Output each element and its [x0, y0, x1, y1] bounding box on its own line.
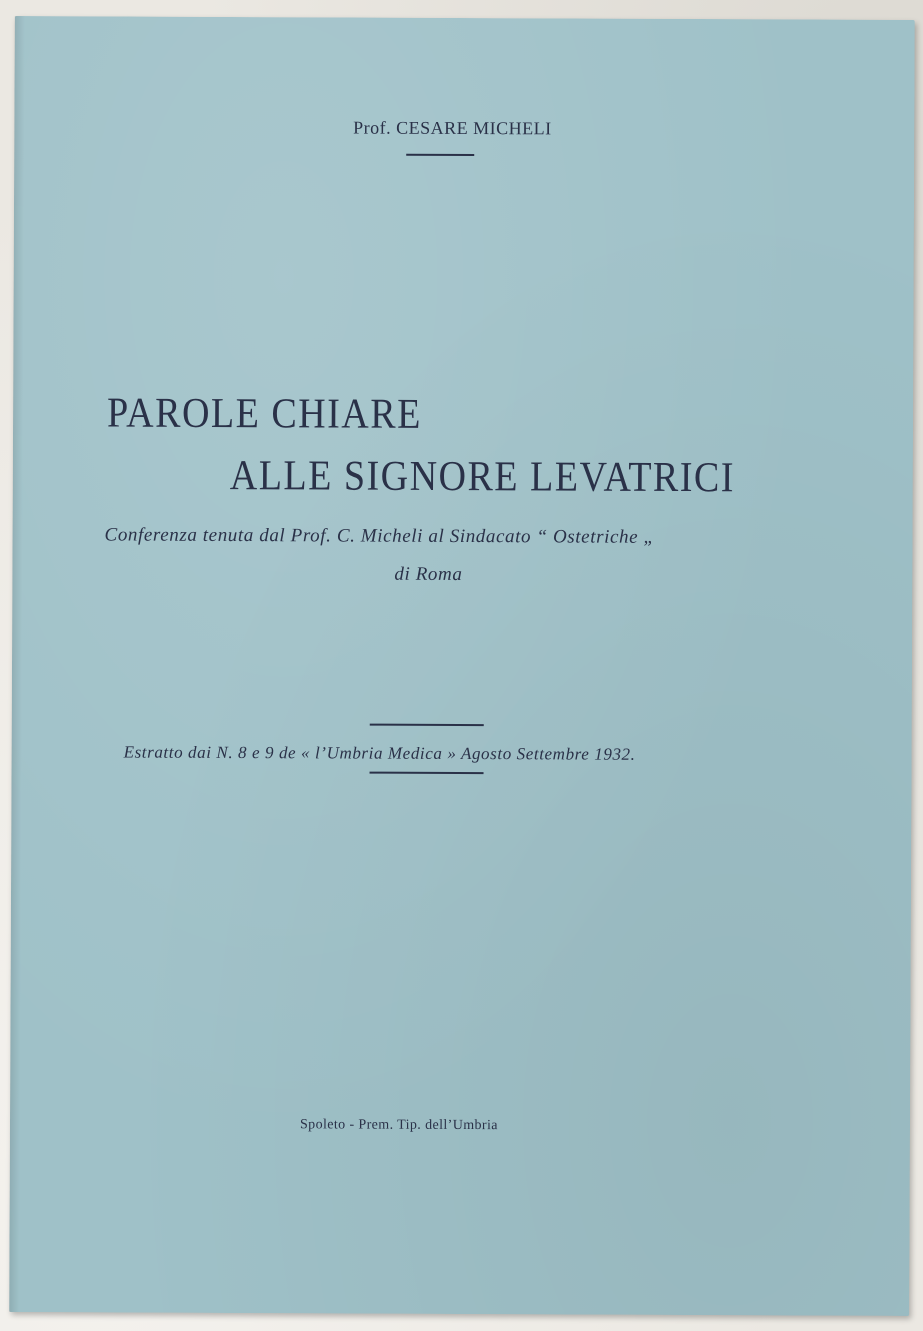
- author-divider: [406, 154, 474, 156]
- subtitle-line-1: Conferenza tenuta dal Prof. C. Micheli al Sindacato “ Ostetriche „: [104, 524, 655, 548]
- extract-divider-top: [370, 724, 484, 726]
- title-line-1: PAROLE CHIARE: [106, 389, 422, 438]
- extract-note: Estratto dai N. 8 e 9 de « l’Umbria Medica » Agosto Settembre 1932.: [123, 742, 636, 764]
- author-line: Prof. CESARE MICHELI: [353, 117, 552, 139]
- extract-divider-bottom: [370, 772, 484, 774]
- printer-imprint: Spoleto - Prem. Tip. dell’Umbria: [299, 1117, 498, 1134]
- subtitle-line-2: di Roma: [394, 563, 463, 586]
- booklet-cover: [9, 16, 915, 1316]
- title-line-2: ALLE SIGNORE LEVATRICI: [229, 452, 736, 502]
